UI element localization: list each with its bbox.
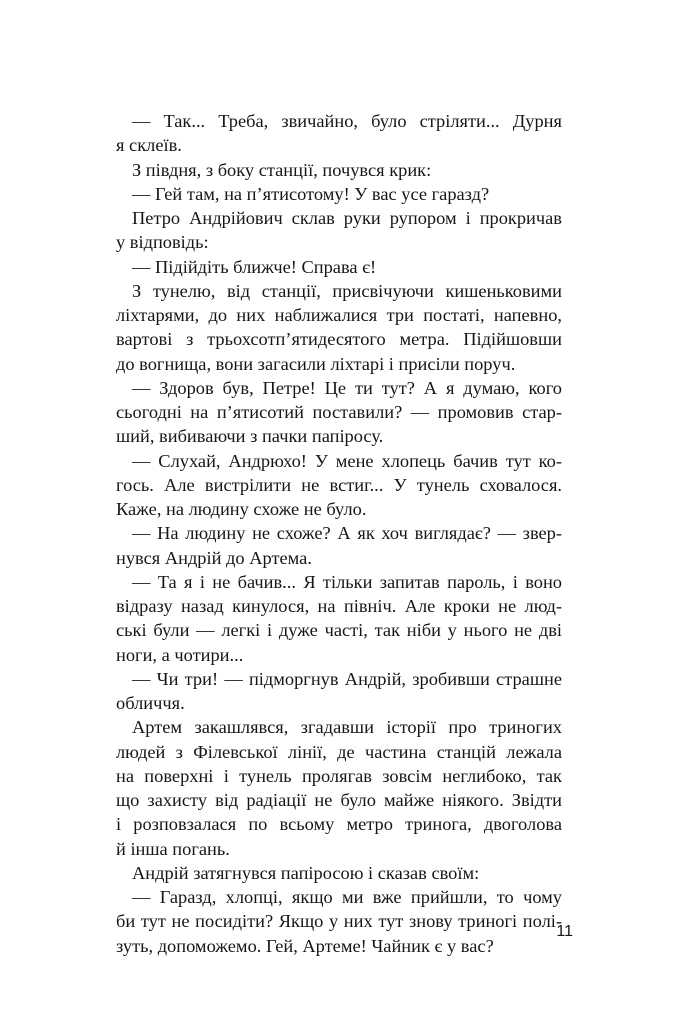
text-line: — Здоров був, Петре! Це ти тут? А я думаю, кого xyxy=(132,377,562,398)
text-line: гось. Але вистрілити не встиг... У тунель сховалося. xyxy=(116,474,562,495)
text-line: я склеїв. xyxy=(116,135,182,156)
text-line: ські були — легкі і дуже часті, так ніби у нього не дві xyxy=(116,620,562,641)
text-line: людей з Філевської лінії, де частина станцій лежала xyxy=(116,741,562,762)
text-line: що захисту від радіації не було майже ніякого. Звідти xyxy=(116,790,562,810)
text-line: у відповідь: xyxy=(116,232,209,253)
text-line: З тунелю, від станції, присвічуючи кишеньковими xyxy=(132,280,562,301)
body-text xyxy=(116,109,562,958)
text-line: — Чи три! — підморгнув Андрій, зробивши страшне xyxy=(132,668,562,689)
text-line: — Підійдіть ближче! Справа є! xyxy=(132,256,377,277)
text-line: й інша погань. xyxy=(116,838,230,859)
text-line: Петро Андрійович склав руки рупором і прокричав xyxy=(132,208,562,228)
page-number: 11 xyxy=(556,923,573,940)
text-line: би тут не посидіти? Якщо у них тут знову триногі полі- xyxy=(116,911,562,932)
text-line: Андрій затягнувся папіросою і сказав своїм: xyxy=(132,862,480,883)
text-line: — Гей там, на п’ятисотому! У вас усе гаразд? xyxy=(132,183,490,204)
text-line: вартові з трьохсотп’ятидесятого метра. Підійшовши xyxy=(116,329,562,350)
text-line: — Та я і не бачив... Я тільки запитав пароль, і воно xyxy=(132,571,562,592)
text-line: — На людину не схоже? А як хоч виглядає? — звер- xyxy=(132,523,562,544)
text-line: до вогнища, вони загасили ліхтарі і присіли поруч. xyxy=(116,353,516,374)
text-line: Артем закашлявся, згадавши історії про триногих xyxy=(132,717,562,738)
text-line: сьогодні на п’ятисотий поставили? — промовив стар- xyxy=(116,402,562,422)
text-line: — Слухай, Андрюхо! У мене хлопець бачив тут ко- xyxy=(132,450,562,471)
text-line: обличчя. xyxy=(116,693,185,713)
text-line: — Гаразд, хлопці, якщо ми вже прийшли, то чому xyxy=(132,887,562,907)
text-line: ліхтарями, до них наближалися три постаті, напевно, xyxy=(116,305,562,325)
text-line: ноги, а чотири... xyxy=(116,644,244,665)
text-line: відразу назад кинулося, на північ. Але кроки не люд- xyxy=(116,596,562,616)
text-line: — Так... Треба, звичайно, було стріляти... Дурня xyxy=(132,111,562,131)
text-line: Каже, на людину схоже не було. xyxy=(116,499,367,519)
text-line: ший, вибиваючи з пачки папіросу. xyxy=(116,426,384,447)
text-line: нувся Андрій до Артема. xyxy=(116,547,312,568)
text-line: зуть, допоможемо. Гей, Артеме! Чайник є у вас? xyxy=(116,935,494,956)
text-line: З півдня, з боку станції, почувся крик: xyxy=(132,159,432,180)
text-line: на поверхні і тунель пролягав зовсім неглибоко, так xyxy=(116,765,562,786)
text-line: і розповзалася по всьому метро тринога, двоголова xyxy=(116,814,562,835)
